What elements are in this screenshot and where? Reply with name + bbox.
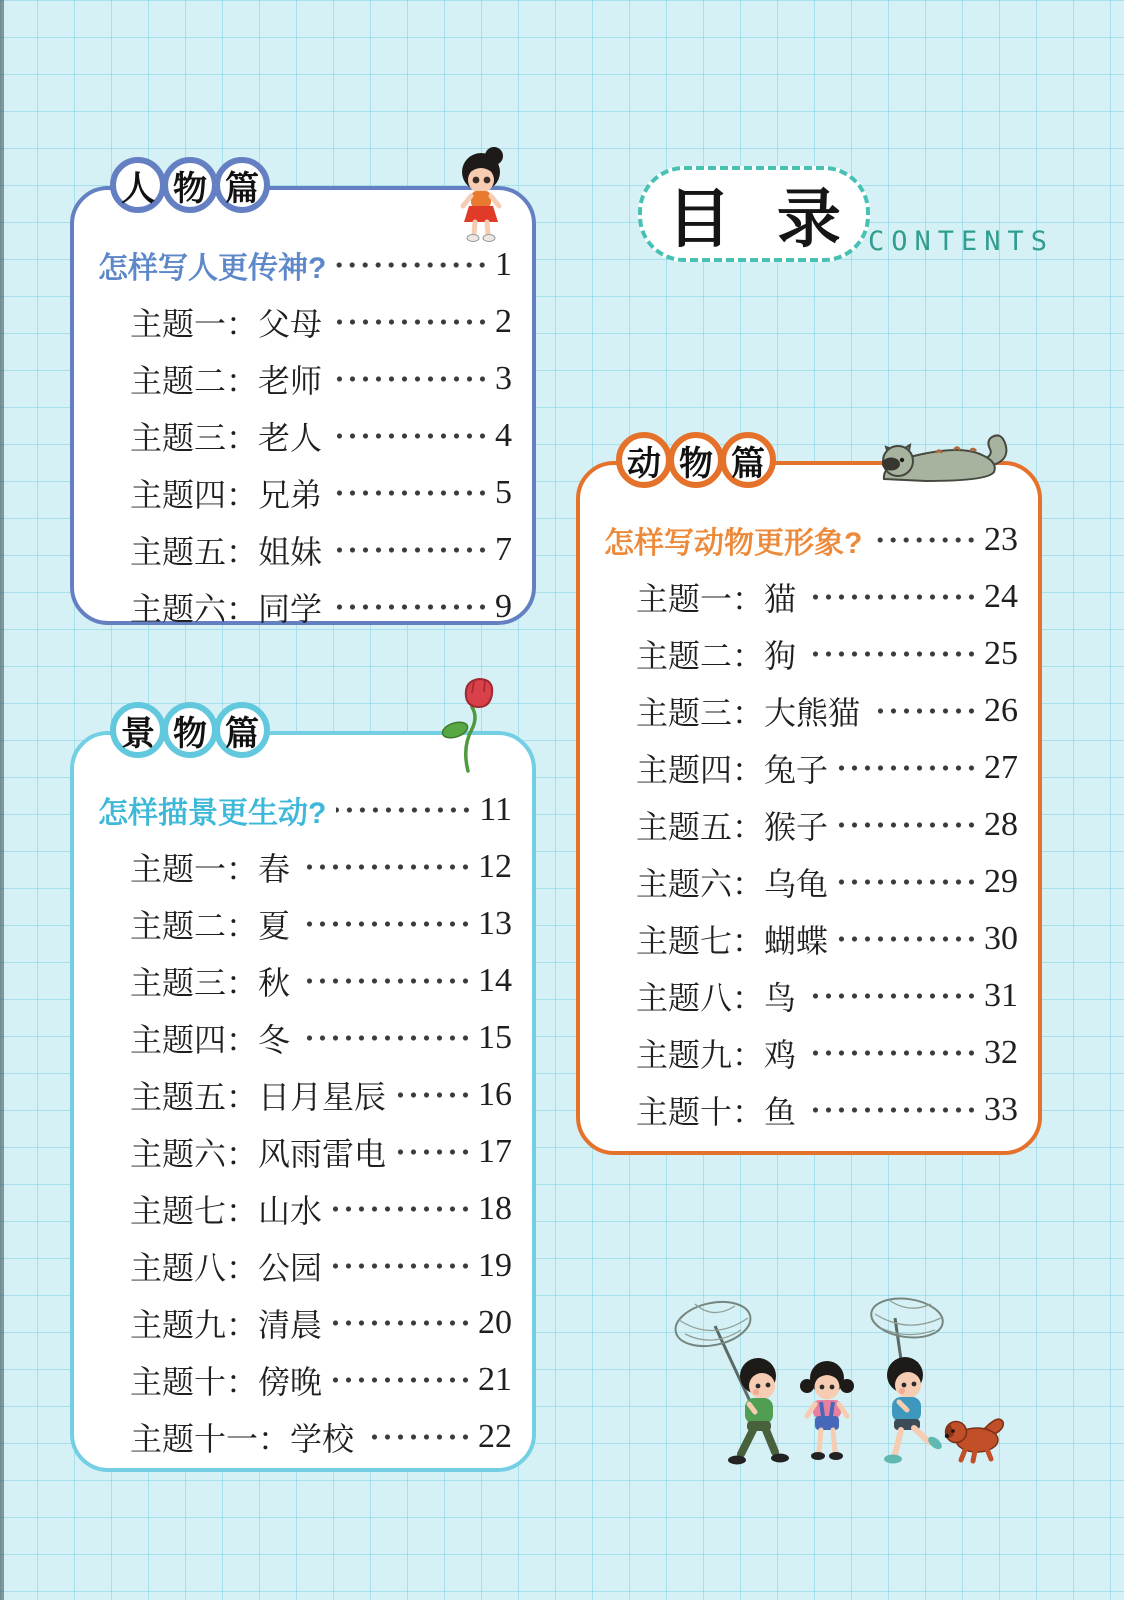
dot-leader	[838, 878, 978, 886]
contents-subtitle: CONTENTS	[868, 226, 1055, 257]
toc-item	[98, 464, 514, 521]
cat-illustration	[866, 421, 1016, 491]
section-intro-people	[98, 236, 514, 293]
dot-leader	[336, 806, 473, 814]
dot-leader	[872, 536, 978, 544]
toc-list-people	[98, 293, 514, 635]
toc-item	[98, 578, 514, 635]
toc-item-label: 主题三：老人	[130, 419, 323, 456]
toc-item	[98, 1123, 514, 1180]
section-badge-animals	[616, 432, 772, 488]
toc-item-label: 主题九：鸡	[636, 1036, 797, 1073]
scan-edge	[0, 0, 4, 1600]
badge-char: 动	[616, 432, 672, 488]
toc-item-label: 主题六：风雨雷电	[130, 1135, 387, 1172]
dot-leader	[806, 593, 978, 601]
toc-item-label: 主题八：公园	[130, 1249, 323, 1286]
toc-item-page: 4	[495, 416, 512, 454]
toc-item-label: 主题十一：学校	[130, 1420, 355, 1457]
toc-item	[98, 952, 514, 1009]
dot-leader	[838, 764, 978, 772]
section-badge-scenery	[110, 702, 266, 758]
toc-item-label: 主题六：同学	[130, 590, 323, 627]
toc-item-page: 17	[478, 1132, 512, 1170]
toc-item-label: 主题二：夏	[130, 907, 291, 944]
badge-char: 物	[668, 432, 724, 488]
dot-leader	[870, 707, 978, 715]
dot-leader	[806, 992, 978, 1000]
toc-item-label: 主题五：姐妹	[130, 533, 323, 570]
toc-item-page: 27	[984, 748, 1018, 786]
toc-item-label: 主题七：山水	[130, 1192, 323, 1229]
girl-illustration	[446, 144, 516, 244]
toc-item-page: 33	[984, 1090, 1018, 1128]
section-intro-label: 怎样描景更生动?	[98, 796, 327, 830]
toc-item-label: 主题十：鱼	[636, 1093, 797, 1130]
toc-item	[98, 1066, 514, 1123]
page-title	[638, 166, 870, 262]
toc-item-label: 主题一：猫	[636, 580, 797, 617]
toc-item	[98, 1009, 514, 1066]
toc-item	[98, 350, 514, 407]
section-badge-people	[110, 157, 266, 213]
dot-leader	[332, 1376, 472, 1384]
section-intro-label: 怎样写动物更形象?	[604, 526, 863, 560]
toc-item-label: 主题二：狗	[636, 637, 797, 674]
dot-leader	[332, 318, 489, 326]
toc-item-page: 12	[478, 847, 512, 885]
dot-leader	[806, 650, 978, 658]
dot-leader	[300, 1034, 472, 1042]
section-intro-page: 11	[479, 790, 512, 828]
toc-item-label: 主题一：春	[130, 850, 291, 887]
dot-leader	[332, 603, 489, 611]
toc-item	[98, 838, 514, 895]
dot-leader	[838, 935, 978, 943]
badge-char: 篇	[720, 432, 776, 488]
section-box-animals	[576, 444, 1042, 1155]
toc-item	[604, 682, 1020, 739]
toc-item-page: 32	[984, 1033, 1018, 1071]
toc-item	[604, 967, 1020, 1024]
toc-item-page: 28	[984, 805, 1018, 843]
dot-leader	[300, 863, 472, 871]
dot-leader	[332, 375, 489, 383]
toc-item	[98, 521, 514, 578]
toc-item-page: 3	[495, 359, 512, 397]
dot-leader	[396, 1148, 472, 1156]
badge-char: 篇	[214, 702, 270, 758]
badge-char: 人	[110, 157, 166, 213]
toc-item	[98, 895, 514, 952]
toc-item-page: 20	[478, 1303, 512, 1341]
toc-item-page: 31	[984, 976, 1018, 1014]
toc-item-page: 9	[495, 587, 512, 625]
toc-item-page: 16	[478, 1075, 512, 1113]
dot-leader	[332, 489, 489, 497]
toc-item	[604, 625, 1020, 682]
toc-item	[98, 1351, 514, 1408]
toc-item	[98, 293, 514, 350]
toc-item	[98, 1408, 514, 1465]
dot-leader	[838, 821, 978, 829]
toc-item-label: 主题四：冬	[130, 1021, 291, 1058]
toc-item	[98, 1180, 514, 1237]
toc-item-label: 主题九：清晨	[130, 1306, 323, 1343]
toc-item	[604, 568, 1020, 625]
toc-item-label: 主题二：老师	[130, 362, 323, 399]
toc-item-page: 30	[984, 919, 1018, 957]
section-intro-animals	[604, 511, 1020, 568]
toc-item-page: 5	[495, 473, 512, 511]
toc-item-page: 7	[495, 530, 512, 568]
dot-leader	[806, 1106, 978, 1114]
flower-illustration	[438, 675, 498, 775]
section-intro-scenery	[98, 781, 514, 838]
toc-item-page: 24	[984, 577, 1018, 615]
section-box-scenery	[70, 714, 536, 1472]
toc-item-label: 主题五：日月星辰	[130, 1078, 387, 1115]
toc-item-page: 21	[478, 1360, 512, 1398]
dot-leader	[332, 1262, 472, 1270]
dot-leader	[806, 1049, 978, 1057]
toc-item-page: 19	[478, 1246, 512, 1284]
toc-item-page: 26	[984, 691, 1018, 729]
dot-leader	[336, 261, 489, 269]
toc-item-label: 主题六：乌龟	[636, 865, 829, 902]
toc-item-label: 主题一：父母	[130, 305, 323, 342]
toc-item-page: 25	[984, 634, 1018, 672]
toc-item-label: 主题七：蝴蝶	[636, 922, 829, 959]
toc-item	[604, 853, 1020, 910]
toc-item-page: 13	[478, 904, 512, 942]
toc-item-label: 主题四：兄弟	[130, 476, 323, 513]
dot-leader	[300, 920, 472, 928]
toc-list-scenery	[98, 838, 514, 1465]
toc-item-page: 29	[984, 862, 1018, 900]
toc-item	[604, 1081, 1020, 1138]
children-with-butterfly-nets-and-dog-illustration	[655, 1290, 1025, 1505]
toc-item-page: 2	[495, 302, 512, 340]
toc-item	[98, 407, 514, 464]
dot-leader	[396, 1091, 472, 1099]
dot-leader	[364, 1433, 472, 1441]
badge-char: 景	[110, 702, 166, 758]
toc-item-label: 主题八：鸟	[636, 979, 797, 1016]
section-intro-page: 1	[495, 245, 512, 283]
toc-item-page: 22	[478, 1417, 512, 1455]
toc-item-label: 主题四：兔子	[636, 751, 829, 788]
badge-char: 篇	[214, 157, 270, 213]
toc-item-page: 14	[478, 961, 512, 999]
section-intro-page: 23	[984, 520, 1018, 558]
toc-item-label: 主题五：猴子	[636, 808, 829, 845]
dot-leader	[332, 546, 489, 554]
toc-item-page: 15	[478, 1018, 512, 1056]
toc-item-label: 主题三：秋	[130, 964, 291, 1001]
page-title-text: 目 录	[667, 183, 855, 255]
section-intro-label: 怎样写人更传神?	[98, 251, 327, 285]
dot-leader	[332, 432, 489, 440]
dot-leader	[332, 1205, 472, 1213]
toc-item	[604, 910, 1020, 967]
toc-item	[604, 796, 1020, 853]
toc-item	[98, 1237, 514, 1294]
toc-item-page: 18	[478, 1189, 512, 1227]
dot-leader	[300, 977, 472, 985]
toc-item	[604, 739, 1020, 796]
badge-char: 物	[162, 157, 218, 213]
toc-item-label: 主题十：傍晚	[130, 1363, 323, 1400]
toc-item	[98, 1294, 514, 1351]
toc-item	[604, 1024, 1020, 1081]
toc-item-label: 主题三：大熊猫	[636, 694, 861, 731]
badge-char: 物	[162, 702, 218, 758]
dot-leader	[332, 1319, 472, 1327]
toc-list-animals	[604, 568, 1020, 1138]
section-box-people	[70, 169, 536, 627]
